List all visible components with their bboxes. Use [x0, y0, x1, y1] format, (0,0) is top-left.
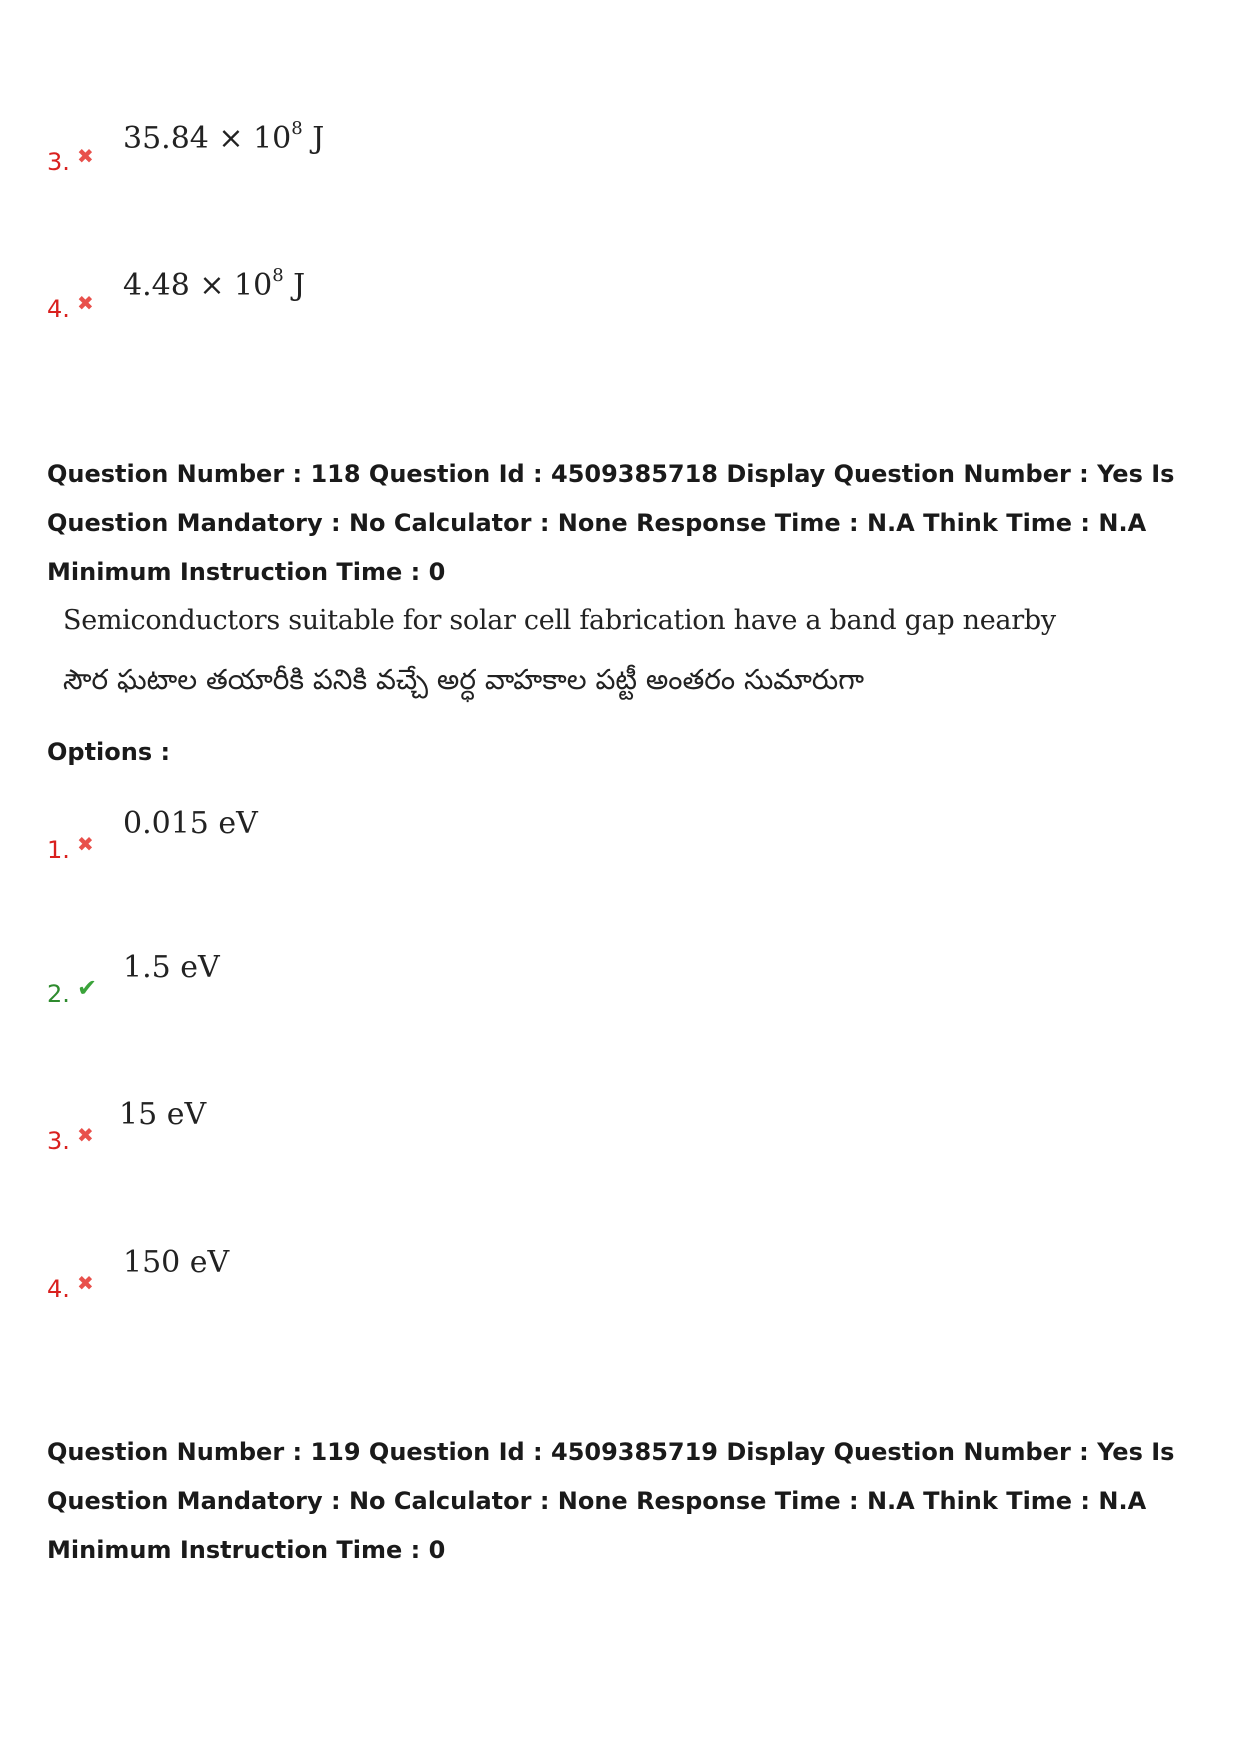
prev-option-3 — [47, 118, 647, 208]
option-3 — [47, 1097, 647, 1187]
question-119-meta: Question Number : 119 Question Id : 4509385719 Display Question Number : Yes Is Question Mandatory : No Calculator : None Response Time : N.A Think Time : N.A Minimum Instruction Time : 0 — [47, 1438, 1175, 1564]
option-value: 1.5 eV — [123, 950, 220, 985]
option-value: 0.015 eV — [123, 806, 258, 841]
option-value: 150 eV — [123, 1245, 230, 1280]
cross-icon: ✖ — [77, 832, 94, 856]
option-number: 4. — [47, 295, 70, 323]
option-value: $35.84 \times 10^8$ J — [123, 118, 325, 156]
question-118-meta: Question Number : 118 Question Id : 4509385718 Display Question Number : Yes Is Question Mandatory : No Calculator : None Response Time : N.A Think Time : N.A Minimum Instruction Time : 0 — [47, 460, 1175, 586]
option-value: 15 eV — [119, 1097, 207, 1132]
option-number: 2. — [47, 980, 70, 1008]
option-number: 4. — [47, 1275, 70, 1303]
option-number: 3. — [47, 1127, 70, 1155]
cross-icon: ✖ — [77, 1271, 94, 1295]
question-text-telugu: సౌర ఘటాల తయారీకి పనికి వచ్చే అర్ధ వాహకాల పట్టీ అంతరం సుమారుగా — [63, 663, 864, 696]
option-2 — [47, 950, 647, 1040]
option-4 — [47, 1245, 647, 1335]
prev-option-4 — [47, 265, 647, 355]
question-text-english: Semiconductors suitable for solar cell fabrication have a band gap nearby — [63, 605, 1056, 636]
option-value: $4.48 \times 10^8$ J — [123, 265, 306, 303]
cross-icon: ✖ — [77, 144, 94, 168]
option-number: 1. — [47, 836, 70, 864]
cross-icon: ✖ — [77, 1123, 94, 1147]
option-1 — [47, 806, 647, 896]
options-label: Options : — [47, 738, 171, 766]
cross-icon: ✖ — [77, 291, 94, 315]
option-number: 3. — [47, 148, 70, 176]
check-icon: ✔ — [77, 974, 98, 1002]
